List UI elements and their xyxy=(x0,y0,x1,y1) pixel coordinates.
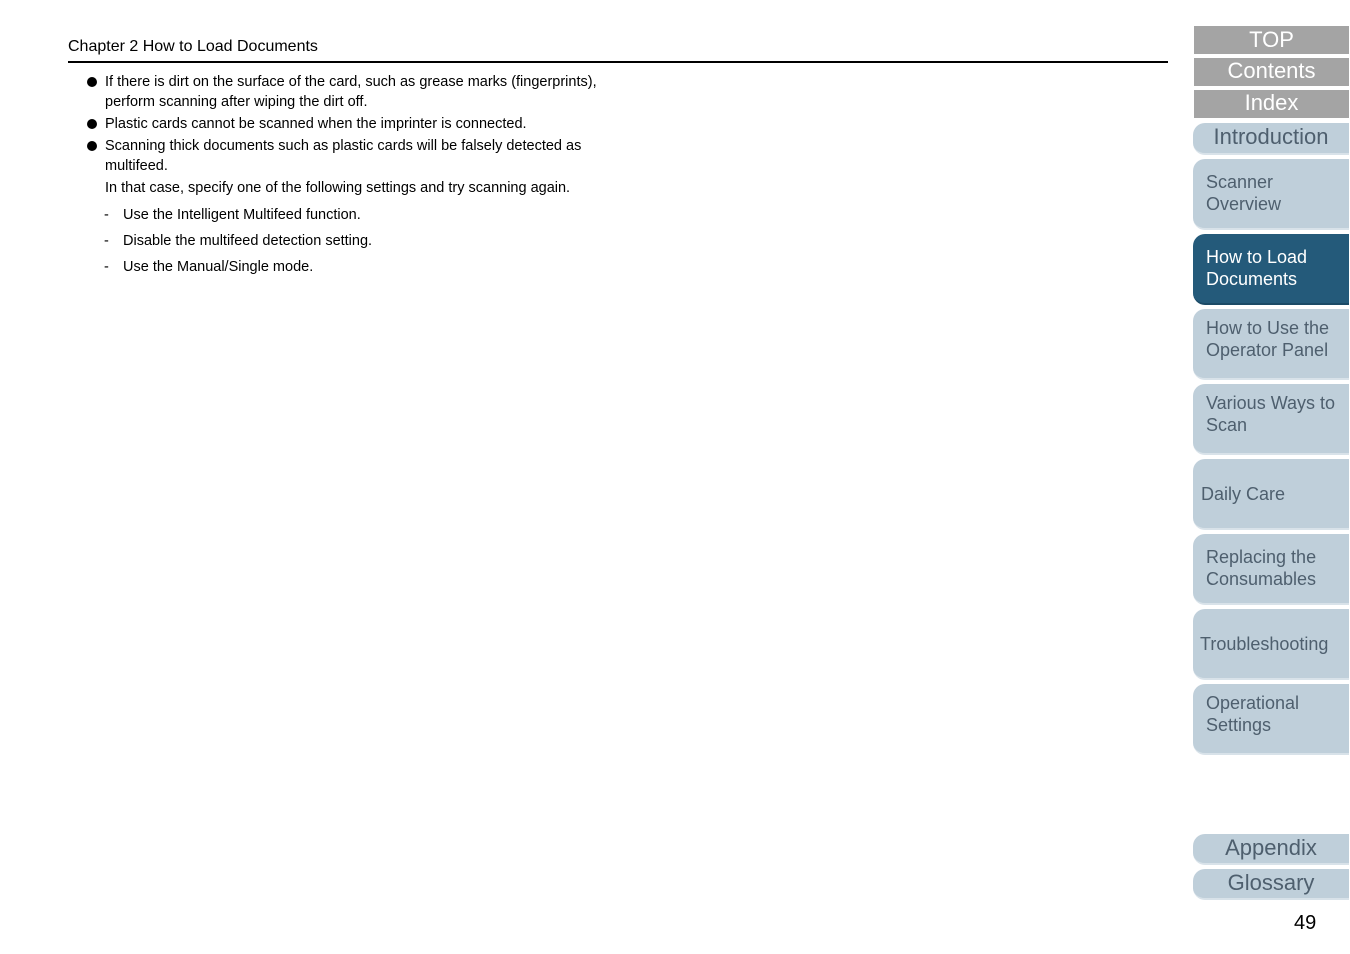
tab-label-line: Settings xyxy=(1206,715,1272,735)
dash-marker: - xyxy=(104,259,109,275)
bullet-icon xyxy=(87,77,97,87)
page-content xyxy=(86,72,606,280)
bullet-item xyxy=(86,72,606,112)
top-button[interactable]: TOP xyxy=(1194,26,1349,54)
contents-button[interactable]: Contents xyxy=(1194,58,1349,86)
tab-label-line: Various Ways to xyxy=(1206,393,1336,413)
tab-daily-care[interactable] xyxy=(1193,459,1349,530)
tab-label-line: How to Use the xyxy=(1206,318,1330,338)
bullet-icon xyxy=(87,119,97,129)
list-item-text: Use the Manual/Single mode. xyxy=(123,259,314,275)
tab-replacing-consumables[interactable] xyxy=(1193,534,1349,605)
bullet-text: Plastic cards cannot be scanned when the imprinter is connected. xyxy=(105,116,527,132)
list-item xyxy=(86,202,606,228)
dash-marker: - xyxy=(104,207,109,223)
tab-operator-panel[interactable] xyxy=(1193,309,1349,380)
tab-how-to-load-documents[interactable] xyxy=(1193,234,1349,305)
tab-label-line: Troubleshooting xyxy=(1200,633,1329,654)
tab-label-line: Replacing the xyxy=(1206,547,1317,567)
tab-label-line: Scanner xyxy=(1206,172,1274,192)
bullet-item xyxy=(86,136,606,176)
tab-label-line: How to Load xyxy=(1206,247,1308,267)
tab-troubleshooting[interactable] xyxy=(1193,609,1349,680)
tab-operational-settings[interactable] xyxy=(1193,684,1349,755)
navigation-sidebar xyxy=(1193,0,1350,954)
tab-label-line: Daily Care xyxy=(1201,483,1286,504)
page-number: 49 xyxy=(1294,912,1317,934)
list-item xyxy=(86,228,606,254)
tab-label-line: Consumables xyxy=(1206,569,1317,589)
chapter-title: Chapter 2 How to Load Documents xyxy=(68,38,318,55)
dash-marker: - xyxy=(104,233,109,249)
bullet-item xyxy=(86,114,606,134)
list-item-text: Disable the multifeed detection setting. xyxy=(123,233,373,249)
tab-label-line: Documents xyxy=(1206,269,1298,289)
followup-paragraph: In that case, specify one of the following settings and try scanning again. xyxy=(105,180,571,196)
tab-appendix[interactable]: Appendix xyxy=(1193,834,1349,865)
tab-label-line: Operational xyxy=(1206,693,1300,713)
tab-label-line: Overview xyxy=(1206,194,1282,214)
tab-glossary[interactable]: Glossary xyxy=(1193,869,1349,900)
list-item xyxy=(86,254,606,280)
bullet-icon xyxy=(87,141,97,151)
tab-label-line: Scan xyxy=(1206,415,1248,435)
header-divider xyxy=(68,61,1168,63)
tab-label-line: Operator Panel xyxy=(1206,340,1329,360)
index-button[interactable]: Index xyxy=(1194,90,1349,118)
list-item-text: Use the Intelligent Multifeed function. xyxy=(123,207,361,223)
bullet-text: Scanning thick documents such as plastic cards will be falsely detected as multifeed. xyxy=(105,138,582,174)
tab-scanner-overview[interactable] xyxy=(1193,159,1349,230)
tab-introduction[interactable]: Introduction xyxy=(1193,123,1349,155)
settings-options-list xyxy=(86,202,606,280)
bullet-text: If there is dirt on the surface of the card, such as grease marks (fingerprints), perform scanning after wiping the dirt off. xyxy=(105,74,597,110)
tab-various-ways-to-scan[interactable] xyxy=(1193,384,1349,455)
